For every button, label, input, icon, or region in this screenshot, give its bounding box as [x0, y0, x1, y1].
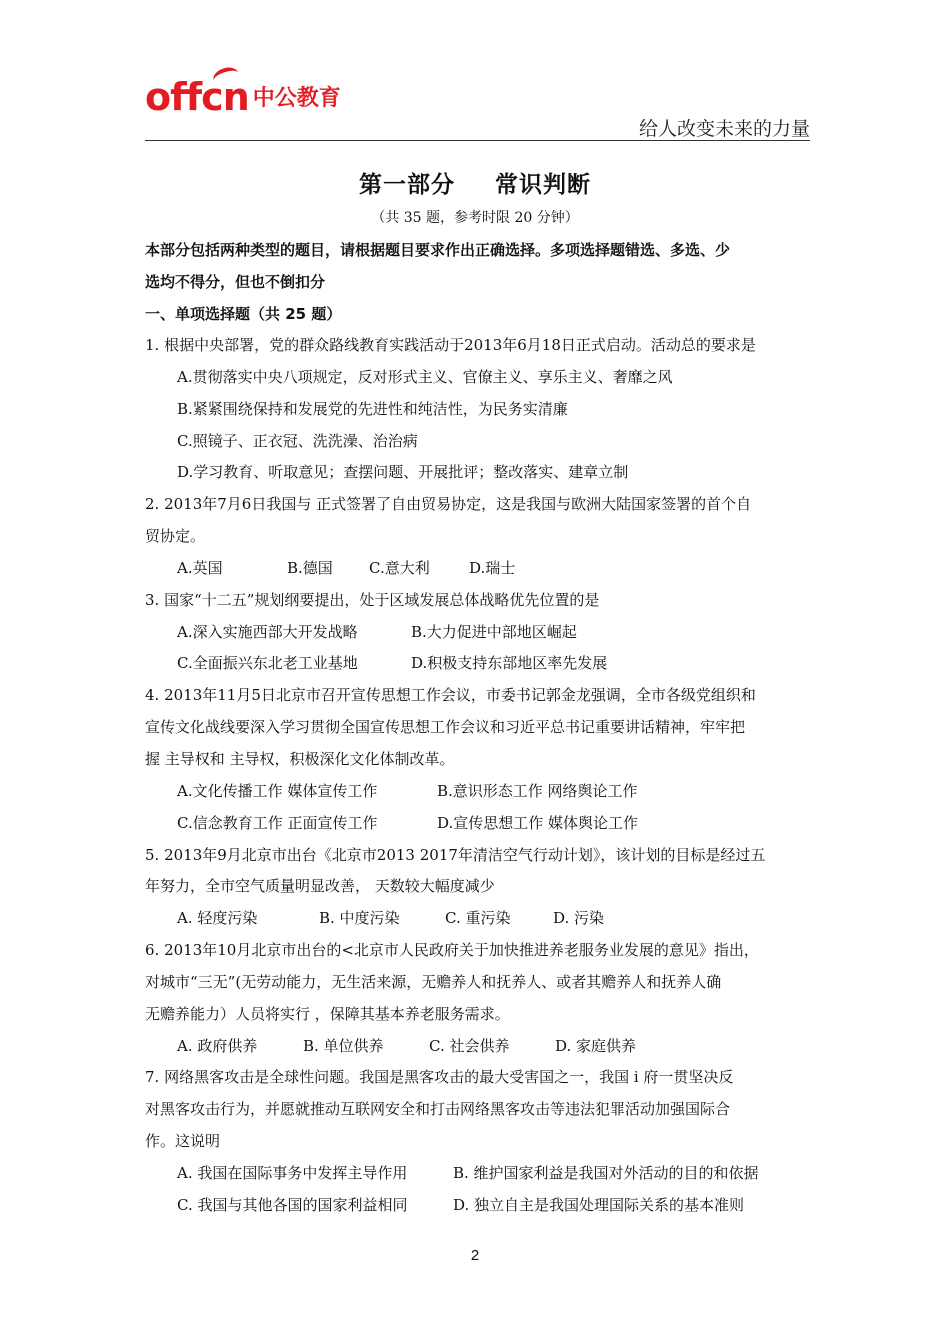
question-5-option-a: A. 轻度污染 — [177, 909, 258, 927]
question-2-option-c: C.意大利 — [369, 559, 430, 577]
offcn-logo — [145, 75, 341, 119]
question-5-options — [177, 908, 604, 928]
question-2-stem-line-1: 2. 2013年7月6日我国与 正式签署了自由贸易协定，这是我国与欧洲大陆国家签署的首个自 — [145, 495, 752, 513]
header-divider — [145, 140, 810, 141]
question-4-option-a: A.文化传播工作 媒体宣传工作 — [177, 782, 378, 800]
question-2-option-d: D.瑞士 — [469, 559, 516, 577]
question-3-option-c: C.全面振兴东北老工业基地 — [177, 654, 358, 672]
question-7-stem-line-1: 7. 网络黑客攻击是全球性问题。我国是黑客攻击的最大受害国之一，我国 i 府一贯坚决反 — [145, 1068, 734, 1086]
question-7-option-a: A. 我国在国际事务中发挥主导作用 — [177, 1164, 408, 1182]
question-1-stem: 1. 根据中央部署，党的群众路线教育实践活动于2013年6月18日正式启动。活动总的要求是 — [145, 336, 756, 354]
page-number: 2 — [470, 1247, 480, 1264]
question-7-option-d: D. 独立自主是我国处理国际关系的基本准则 — [453, 1196, 745, 1214]
question-5-option-c: C. 重污染 — [445, 909, 511, 927]
question-6-options — [177, 1036, 636, 1056]
question-3-options-row-2 — [177, 653, 607, 673]
question-4-option-b: B.意识形态工作 网络舆论工作 — [437, 782, 638, 800]
section-part: 第一部分 — [359, 171, 455, 198]
question-2-stem-line-2: 贸协定。 — [145, 527, 206, 545]
question-5-stem-line-2: 年努力，全市空气质量明显改善， 天数较大幅度减少 — [145, 877, 495, 895]
question-7-options-row-2 — [177, 1195, 744, 1215]
question-7-option-b: B. 维护国家利益是我国对外活动的目的和依据 — [453, 1164, 759, 1182]
page-header — [145, 70, 810, 140]
question-4-stem-line-1: 4. 2013年11月5日北京市召开宣传思想工作会议，市委书记郭金龙强调，全市各级党组织和 — [145, 686, 756, 704]
question-4-options-row-2 — [177, 813, 638, 833]
question-2-option-b: B.德国 — [287, 559, 333, 577]
logo-chinese-text: 中公教育 — [252, 86, 341, 111]
section-title — [0, 166, 950, 199]
question-1-option-a: A.贯彻落实中央八项规定，反对形式主义、官僚主义、享乐主义、奢靡之风 — [177, 368, 673, 386]
instructions-line-1: 本部分包括两种类型的题目，请根据题目要求作出正确选择。多项选择题错选、多选、少 — [145, 241, 731, 259]
question-2-option-a: A.英国 — [177, 559, 223, 577]
question-4-options-row-1 — [177, 781, 638, 801]
section-name: 常识判断 — [495, 171, 591, 198]
question-4-option-d: D.宣传思想工作 媒体舆论工作 — [437, 814, 639, 832]
question-7-stem-line-2: 对黑客攻击行为，并愿就推动互联网安全和打击网络黑客攻击等违法犯罪活动加强国际合 — [145, 1100, 731, 1118]
question-4-stem-line-3: 握 主导权和 主导权，积极深化文化体制改革。 — [145, 750, 455, 768]
question-3-option-a: A.深入实施西部大开发战略 — [177, 623, 358, 641]
question-6-stem-line-3: 无赡养能力）人员将实行 ，保障其基本养老服务需求。 — [145, 1005, 510, 1023]
question-6-option-d: D. 家庭供养 — [555, 1037, 637, 1055]
question-6-option-a: A. 政府供养 — [177, 1037, 258, 1055]
question-5-stem-line-1: 5. 2013年9月北京市出台《北京市2013 2017年清洁空气行动计划》，该计划的目标是经过五 — [145, 846, 766, 864]
header-slogan: 给人改变未来的力量 — [638, 118, 810, 140]
question-6-option-b: B. 单位供养 — [303, 1037, 384, 1055]
question-6-option-c: C. 社会供养 — [429, 1037, 510, 1055]
question-3-stem: 3. 国家“十二五”规划纲要提出，处于区域发展总体战略优先位置的是 — [145, 591, 600, 609]
instructions-line-2: 选均不得分，但也不倒扣分 — [145, 273, 326, 291]
question-4-option-c: C.信念教育工作 正面宣传工作 — [177, 814, 378, 832]
subsection-heading: 一、单项选择题（共 25 题） — [145, 305, 342, 323]
logo-brand-text: offcn — [145, 78, 249, 116]
question-5-option-b: B. 中度污染 — [319, 909, 400, 927]
question-4-stem-line-2: 宣传文化战线要深入学习贯彻全国宣传思想工作会议和习近平总书记重要讲话精神，牢牢把 — [145, 718, 746, 736]
question-5-option-d: D. 污染 — [553, 909, 605, 927]
question-7-option-c: C. 我国与其他各国的国家利益相同 — [177, 1196, 408, 1214]
section-subtitle: （共 35 题，参考时限 20 分钟） — [371, 210, 579, 226]
question-6-stem-line-2: 对城市“三无”(无劳动能力，无生活来源，无赡养人和抚养人、或者其赡养人和抚养人确 — [145, 973, 722, 991]
question-1-option-d: D.学习教育、听取意见；查摆问题、开展批评；整改落实、建章立制 — [177, 463, 629, 481]
question-1-option-b: B.紧紧围绕保持和发展党的先进性和纯洁性，为民务实清廉 — [177, 400, 568, 418]
question-1-option-c: C.照镜子、正衣冠、洗洗澡、治治病 — [177, 432, 418, 450]
question-7-options-row-1 — [177, 1163, 759, 1183]
question-3-option-b: B.大力促进中部地区崛起 — [411, 623, 577, 641]
question-7-stem-line-3: 作。这说明 — [145, 1132, 221, 1150]
question-3-option-d: D.积极支持东部地区率先发展 — [411, 654, 608, 672]
question-2-options — [177, 558, 515, 578]
question-6-stem-line-1: 6. 2013年10月北京市出台的<北京市人民政府关于加快推进养老服务业发展的意见》指出， — [145, 941, 759, 959]
question-3-options-row-1 — [177, 622, 577, 642]
